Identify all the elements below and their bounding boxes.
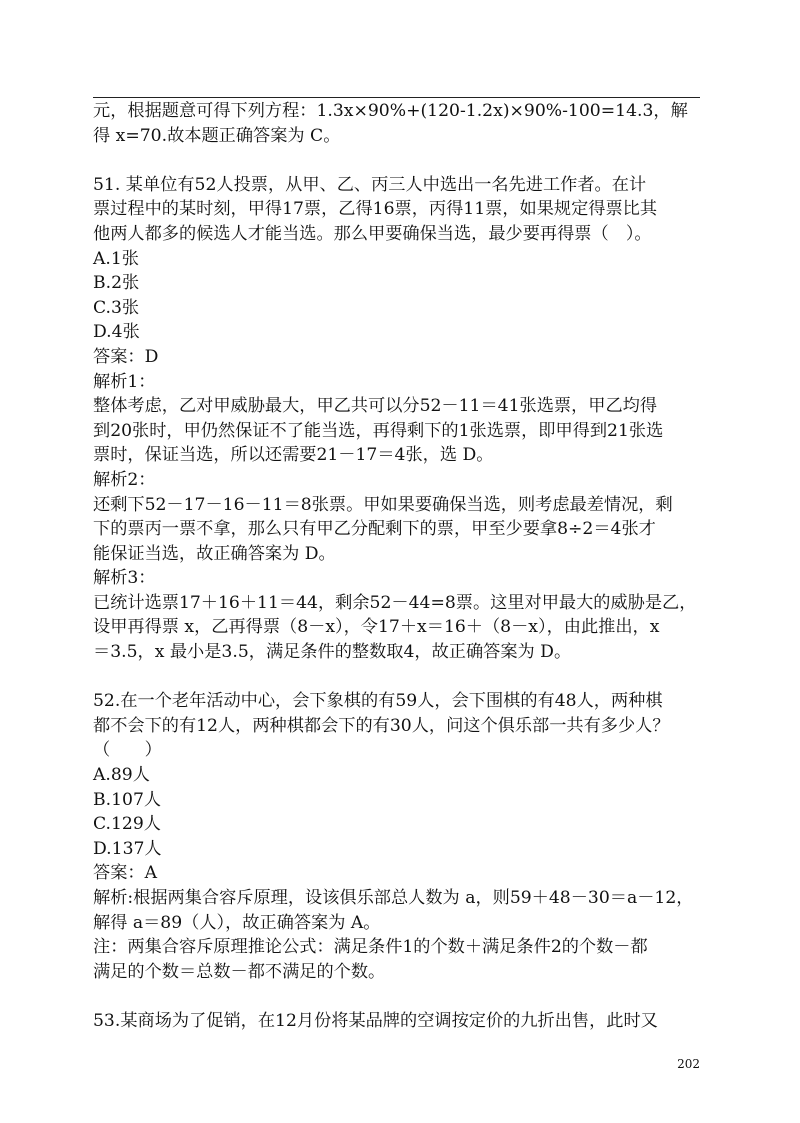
option-c: C.129人 [93, 814, 161, 835]
analysis-line: 下的票丙一票不拿，那么只有甲乙分配剩下的票，甲至少要拿8÷2＝4张才 [93, 519, 656, 540]
page-number: 202 [677, 1057, 700, 1071]
question-52 [93, 689, 705, 984]
analysis-line: 票时，保证当选，所以还需要21－17＝4张，选 D。 [93, 445, 494, 466]
page-content [93, 99, 705, 1034]
analysis-heading: 解析1： [93, 371, 156, 392]
analysis-line: 能保证当选，故正确答案为 D。 [93, 543, 336, 564]
option-a: A.1张 [93, 248, 139, 269]
analysis-line: ＝3.5，x 最小是3.5，满足条件的整数取4，故正确答案为 D。 [93, 642, 572, 663]
analysis-line: 解析:根据两集合容斥原理，设该俱乐部总人数为 a，则59＋48－30＝a－12， [93, 888, 694, 908]
option-c: C.3张 [93, 297, 140, 318]
question-53 [93, 1009, 705, 1034]
analysis-line: 设甲再得票 x，乙再得票（8－x），令17＋x＝16＋（8－x），由此推出，x [93, 617, 660, 638]
answer-line: 答案：D [93, 346, 159, 367]
header-rule [93, 97, 700, 98]
analysis-line: 还剩下52－17－16－11＝8张票。甲如果要确保当选，则考虑最差情况，剩 [93, 494, 673, 515]
question-stem-line: 他两人都多的候选人才能当选。那么甲要确保当选，最少要再得票（ ）。 [93, 223, 652, 244]
analysis-line: 整体考虑，乙对甲威胁最大，甲乙共可以分52－11＝41张选票，甲乙均得 [93, 396, 658, 417]
option-d: D.137人 [93, 838, 162, 859]
question-stem-line: 票过程中的某时刻，甲得17票，乙得16票，丙得11票，如果规定得票比其 [93, 199, 658, 220]
analysis-heading: 解析3： [93, 568, 156, 589]
question-stem-line: 52.在一个老年活动中心，会下象棋的有59人，会下围棋的有48人，两种棋 [93, 691, 663, 712]
text-line: 元，根据题意可得下列方程：1.3x×90%+(120-1.2x)×90%-100=14.3，解 [93, 101, 688, 121]
question-stem-line: 都不会下的有12人，两种棋都会下的有30人，问这个俱乐部一共有多少人？ [93, 715, 670, 736]
analysis-line: 到20张时，甲仍然保证不了能当选，再得剩下的1张选票，即甲得到21张选 [93, 420, 664, 441]
note-line: 满足的个数＝总数－都不满足的个数。 [93, 961, 386, 982]
previous-answer-tail [93, 99, 705, 148]
answer-line: 答案：A [93, 863, 157, 884]
analysis-heading: 解析2： [93, 469, 156, 490]
analysis-line: 解得 a＝89（人），故正确答案为 A。 [93, 912, 381, 933]
option-b: B.2张 [93, 273, 140, 294]
question-stem-line: 51. 某单位有52人投票，从甲、乙、丙三人中选出一名先进工作者。在计 [93, 174, 647, 195]
question-stem-line: （ ） [93, 740, 162, 761]
text-line: 得 x=70.故本题正确答案为 C。 [93, 125, 341, 146]
analysis-line: 已统计选票17＋16＋11＝44，剩余52－44=8票。这里对甲最大的威胁是乙， [93, 592, 697, 613]
question-51 [93, 173, 705, 665]
option-d: D.4张 [93, 322, 140, 343]
note-line: 注：两集合容斥原理推论公式：满足条件1的个数＋满足条件2的个数－都 [93, 937, 648, 958]
question-stem-line: 53.某商场为了促销，在12月份将某品牌的空调按定价的九折出售，此时又 [93, 1010, 658, 1031]
option-b: B.107人 [93, 789, 162, 810]
option-a: A.89人 [93, 765, 150, 786]
